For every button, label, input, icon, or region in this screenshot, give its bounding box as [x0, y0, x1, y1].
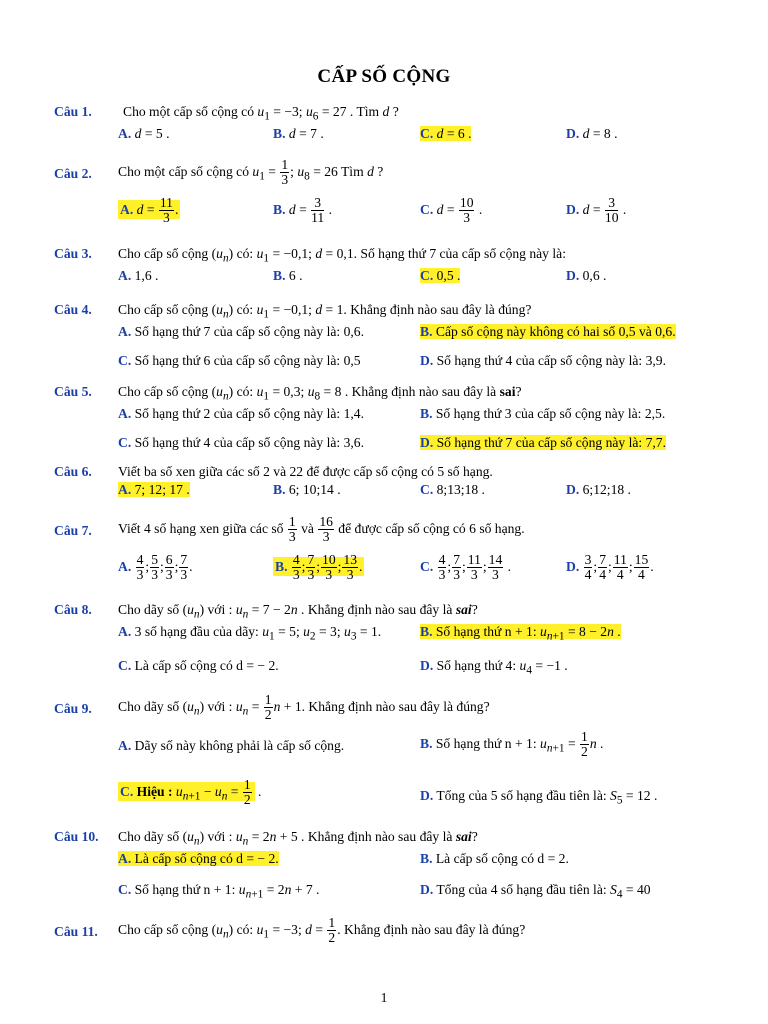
- option-b[interactable]: B. Số hạng thứ 3 của cấp số cộng này là: 2,5.: [420, 406, 666, 421]
- question-stem: Cho cấp số cộng $(u_n)$ có: $u_1 = -0,1$; d = 1. Khẳng định nào sau đây là đúng?: [118, 302, 532, 321]
- option-c[interactable]: C. Hiệu : $u_{n+1} - u_n$ = $\frac{1}{2}$ .: [120, 777, 262, 808]
- question-label: Câu 2.: [54, 166, 92, 181]
- option-d[interactable]: D. Số hạng thứ 7 của cấp số cộng này là: 7,7.: [420, 435, 666, 450]
- option-b[interactable]: B. Số hạng thứ n + 1: $u_{n+1} = 8 - 2n$ .: [420, 624, 621, 643]
- question-label: Câu 11.: [54, 924, 98, 939]
- option-b[interactable]: B. $\frac{4}{3}$ ; $\frac{7}{3}$ ; $\frac{10}{3}$ ; $\frac{13}{3}$ .: [275, 552, 363, 583]
- question-label: Câu 6.: [54, 464, 92, 479]
- option-d[interactable]: D. 6;12;18 .: [566, 482, 631, 497]
- question-stem: Cho cấp số cộng $(u_n)$ có: $u_1 = 0,3$; $u_8 = 8$ . Khẳng định nào sau đây là sai?: [118, 384, 522, 403]
- option-c[interactable]: C. 8;13;18 .: [420, 482, 485, 497]
- option-b[interactable]: B. Số hạng thứ n + 1: $u_{n+1}$ = $\frac{1}{2}$ n .: [420, 729, 604, 760]
- option-a[interactable]: A. Số hạng thứ 7 của cấp số cộng này là: 0,6.: [118, 324, 364, 339]
- question-stem: Cho dãy số $(u_n)$ với : $u_n = 2n + 5$ . Khẳng định nào sau đây là sai?: [118, 829, 478, 848]
- option-c[interactable]: C. Số hạng thứ 4 của cấp số cộng này là: 3,6.: [118, 435, 364, 450]
- option-b[interactable]: B. 6; 10;14 .: [273, 482, 341, 497]
- question-stem: Cho dãy số $(u_n)$ với : $u_n = 7 - 2n$ . Khẳng định nào sau đây là sai?: [118, 602, 478, 621]
- option-b[interactable]: B. d = $\frac{3}{11}$ .: [273, 195, 333, 226]
- option-a[interactable]: A. d = 5 .: [118, 126, 170, 141]
- question-stem: Cho một cấp số cộng có $u_1$ = $\frac{1}{3}$ ; $u_8 = 26$ Tìm d ?: [118, 157, 384, 188]
- option-d[interactable]: D. 0,6 .: [566, 268, 607, 283]
- option-c[interactable]: C. Là cấp số cộng có d = − 2.: [118, 658, 279, 673]
- question-stem: Cho dãy số $(u_n)$ với : $u_n$ = $\frac{1}{2}$ n + 1. Khẳng định nào sau đây là đúng?: [118, 692, 490, 723]
- question-stem: Viết ba số xen giữa các số 2 và 22 để được cấp số cộng có 5 số hạng.: [118, 464, 493, 479]
- option-a[interactable]: A. 7; 12; 17 .: [118, 482, 190, 497]
- page-title: CẤP SỐ CỘNG: [317, 66, 451, 87]
- question-label: Câu 5.: [54, 384, 92, 399]
- question-label: Câu 1.: [54, 104, 92, 119]
- question-label: Câu 10.: [54, 829, 99, 844]
- question-stem: Viết 4 số hạng xen giữa các số $\frac{1}{3}$ và $\frac{16}{3}$ để được cấp số cộng có 6 số hạng.: [118, 514, 525, 545]
- option-a[interactable]: A. Là cấp số cộng có d = − 2.: [118, 851, 279, 866]
- option-c[interactable]: C. $\frac{4}{3}$ ; $\frac{7}{3}$ ; $\frac{11}{3}$ ; $\frac{14}{3}$ .: [420, 552, 512, 583]
- question-label: Câu 8.: [54, 602, 92, 617]
- option-a[interactable]: A. 1,6 .: [118, 268, 159, 283]
- option-c[interactable]: C. Số hạng thứ n + 1: $u_{n+1} = 2n + 7$ .: [118, 882, 320, 901]
- option-c[interactable]: C. d = 6 .: [420, 126, 472, 141]
- option-d[interactable]: D. Tổng của 5 số hạng đầu tiên là: $S_5 = 12$ .: [420, 788, 658, 807]
- question-label: Câu 4.: [54, 302, 92, 317]
- option-d[interactable]: D. Số hạng thứ 4: $u_4 = -1$ .: [420, 658, 568, 677]
- option-d[interactable]: D. Số hạng thứ 4 của cấp số cộng này là: 3,9.: [420, 353, 666, 368]
- option-c[interactable]: C. Số hạng thứ 6 của cấp số cộng này là: 0,5: [118, 353, 361, 368]
- option-a[interactable]: A. 3 số hạng đầu của dãy: $u_1 = 5$; $u_2 = 3$; $u_3 = 1$.: [118, 624, 382, 643]
- option-b[interactable]: B. d = 7 .: [273, 126, 324, 141]
- question-label: Câu 3.: [54, 246, 92, 261]
- option-c[interactable]: C. 0,5 .: [420, 268, 461, 283]
- option-d[interactable]: D. Tổng của 4 số hạng đầu tiên là: $S_4 = 40$: [420, 882, 651, 901]
- option-d[interactable]: D. $\frac{3}{4}$ ; $\frac{7}{4}$ ; $\frac{11}{4}$ ; $\frac{15}{4}$ .: [566, 552, 654, 583]
- option-a[interactable]: A. $\frac{4}{3}$ ; $\frac{5}{3}$ ; $\frac{6}{3}$ ; $\frac{7}{3}$ .: [118, 552, 193, 583]
- question-label: Câu 7.: [54, 523, 92, 538]
- option-d[interactable]: D. d = $\frac{3}{10}$ .: [566, 195, 627, 226]
- option-a[interactable]: A. d = $\frac{11}{3}$ .: [120, 195, 179, 226]
- option-d[interactable]: D. d = 8 .: [566, 126, 618, 141]
- question-stem: Cho cấp số cộng $(u_n)$ có: $u_1 = -3$; d = $\frac{1}{2}$ . Khẳng định nào sau đây là đúng?: [118, 915, 526, 946]
- option-b[interactable]: B. Cấp số cộng này không có hai số 0,5 và 0,6.: [420, 324, 676, 339]
- question-stem: Cho cấp số cộng $(u_n)$ có: $u_1 = -0,1$; d = 0,1. Số hạng thứ 7 của cấp số cộng này là:: [118, 246, 566, 265]
- option-b[interactable]: B. 6 .: [273, 268, 303, 283]
- option-c[interactable]: C. d = $\frac{10}{3}$ .: [420, 195, 483, 226]
- option-a[interactable]: A. Số hạng thứ 2 của cấp số cộng này là: 1,4.: [118, 406, 364, 421]
- option-a[interactable]: A. Dãy số này không phải là cấp số cộng.: [118, 738, 345, 753]
- page-number: 1: [380, 990, 388, 1005]
- question-label: Câu 9.: [54, 701, 92, 716]
- option-b[interactable]: B. Là cấp số cộng có d = 2.: [420, 851, 569, 866]
- question-stem: Cho một cấp số cộng có $u_1 = -3$; $u_6 = 27$ . Tìm d ?: [123, 104, 399, 123]
